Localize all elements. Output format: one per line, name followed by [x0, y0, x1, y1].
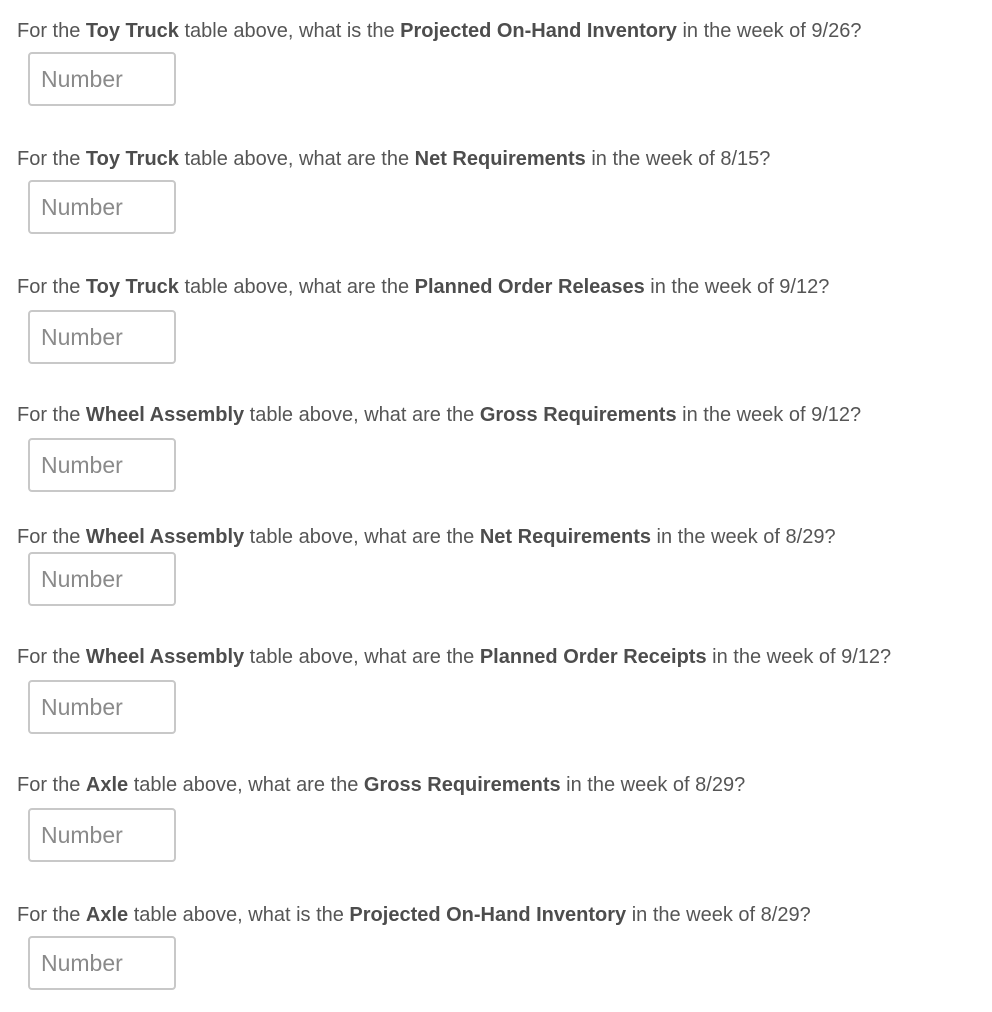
- question-prefix: For the: [17, 526, 86, 548]
- question-item: Toy Truck: [85, 276, 179, 298]
- question-text: [17, 773, 745, 797]
- question-text: [17, 903, 811, 927]
- question-prefix: For the: [17, 774, 86, 796]
- answer-input-6[interactable]: [28, 680, 176, 734]
- question-metric: Planned Order Releases: [414, 276, 645, 298]
- question-item: Toy Truck: [85, 20, 179, 42]
- question-prefix: For the: [17, 276, 86, 298]
- answer-input-5[interactable]: [28, 552, 176, 606]
- question-metric: Projected On-Hand Inventory: [349, 904, 627, 926]
- question-suffix: in the week of 8/15?: [585, 148, 771, 170]
- question-mid: table above, what is the: [178, 20, 401, 42]
- question-suffix: in the week of 8/29?: [626, 904, 811, 926]
- question-text: [17, 525, 836, 549]
- question-item: Wheel Assembly: [85, 646, 245, 668]
- answer-input-4[interactable]: [28, 438, 176, 492]
- answer-input-3[interactable]: [28, 310, 176, 364]
- question-item: Wheel Assembly: [85, 404, 245, 426]
- question-mid: table above, what is the: [128, 904, 350, 926]
- question-metric: Gross Requirements: [363, 774, 561, 796]
- question-text: [17, 147, 770, 171]
- question-suffix: in the week of 9/12?: [644, 276, 830, 298]
- question-text: [17, 645, 891, 669]
- question-item: Axle: [85, 904, 129, 926]
- question-mid: table above, what are the: [178, 148, 415, 170]
- answer-input-7[interactable]: [28, 808, 176, 862]
- question-suffix: in the week of 8/29?: [651, 526, 836, 548]
- question-suffix: in the week of 9/12?: [706, 646, 892, 668]
- question-suffix: in the week of 8/29?: [560, 774, 746, 796]
- question-metric: Net Requirements: [479, 526, 651, 548]
- question-prefix: For the: [17, 646, 86, 668]
- question-prefix: For the: [17, 148, 86, 170]
- question-item: Toy Truck: [85, 148, 179, 170]
- question-metric: Projected On-Hand Inventory: [400, 20, 677, 42]
- question-mid: table above, what are the: [244, 526, 480, 548]
- answer-input-8[interactable]: [28, 936, 176, 990]
- question-prefix: For the: [17, 904, 86, 926]
- question-item: Axle: [85, 774, 129, 796]
- question-suffix: in the week of 9/12?: [676, 404, 862, 426]
- question-text: [17, 275, 829, 299]
- question-mid: table above, what are the: [178, 276, 415, 298]
- question-text: [17, 19, 861, 43]
- question-metric: Gross Requirements: [479, 404, 677, 426]
- question-mid: table above, what are the: [244, 646, 480, 668]
- question-text: [17, 403, 861, 427]
- question-prefix: For the: [17, 20, 86, 42]
- answer-input-1[interactable]: [28, 52, 176, 106]
- question-prefix: For the: [17, 404, 86, 426]
- question-metric: Net Requirements: [414, 148, 586, 170]
- question-item: Wheel Assembly: [85, 526, 245, 548]
- question-mid: table above, what are the: [128, 774, 364, 796]
- question-suffix: in the week of 9/26?: [676, 20, 862, 42]
- question-mid: table above, what are the: [244, 404, 480, 426]
- answer-input-2[interactable]: [28, 180, 176, 234]
- question-metric: Planned Order Receipts: [479, 646, 707, 668]
